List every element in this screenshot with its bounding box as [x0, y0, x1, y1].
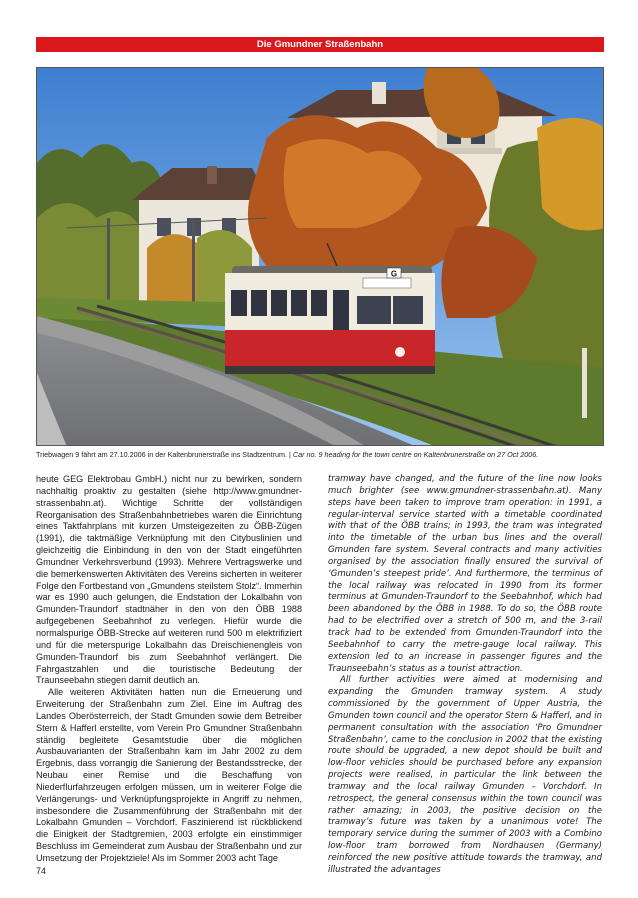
english-paragraph: tramway have changed, and the future of the line now looks much brighter (see www.gmundner-strassenbahn.at). Many steps have been taken to improve tram operation: in 1991, a regular-interval service started with a timetable coordinated with that of the ÖBB trains; in 1993, the tram was integrated into the timetable of the urban bus lines and the overall Gmunden fare system. Several contracts and many activities organised by the association finally ensured the survival of ‘Gmunden’s steepest pride’. And furthermore, the terminus of the local railway was relocated in 1990 from its former terminus at Gmunden-Traundorf to the Seebahnhof, which had been abandoned by the ÖBB in 1988. To do so, the ÖBB route had to be electrified over a stretch of 500 m, and the 3-rail track had to be extended from Gmunden-Traundorf into the Seebahnhof to carry the metre-gauge local railway. This extension led to an increase in passenger figures and the Traunseebahn’s status as a tourist attraction. — [328, 474, 602, 674]
caption-separator: | — [287, 450, 293, 459]
german-paragraph: Alle weiteren Aktivitäten hatten nun die Erneuerung und Erweiterung der Straßenbahn zum Ziel. Eine im Auftrag des Landes Oberösterreich, der Stadt Gmunden sowie dem Betreiber Stern & Hafferl erstellte, vom Verein Pro Gmundner Straßenbahn ständig begleitete Gesamtstudie über die möglichen Ausbauvarianten der Straßenbahn kam im Jahr 2002 zu dem Ergebnis, dass vorrangig die Sanierung der Bestandsstrecke, der Neubau einer Remise und die Beschaffung von Niederflurfahrzeugen erfolgen müssen, um in weiterer Folge die Verlängerungs- und Verknüpfungsprojekte in Angriff zu nehmen, insbesondere die Zusammenführung der Straßenbahn mit der Lokalbahn Gmunden – Vorchdorf. Faszinierend ist rückblickend die Einigkeit der Stadtgremien, 2003 erfolgte ein einstimmiger Beschluss im Gemeinderat zum Ausbau der Straßenbahn und zur Umsetzung der Projektziele! Als im Sommer 2003 acht Tage — [36, 687, 302, 863]
section-title-banner: Die Gmundner Straßenbahn — [36, 37, 604, 52]
german-paragraph: heute GEG Elektrobau GmbH.) nicht nur zu bewirken, sondern nachhaltig proaktiv zu gestalten (siehe http://www.gmundner-strassenbahn.at). Wichtige Schritte der vollständigen Reorganisation des Straßenbahnbetriebes waren die Einrichtung eines Taktfahrplans mit kurzen Umsteigezeiten zu ÖBB-Zügen (1991), die taktmäßige Verknüpfung mit den Citybuslinien und gleichzeitig die Einbindung in den von der Stadt eingeführten Gmundner Verkehrsverbund (1993). Mehrere Vertragswerke und die bemerkenswerten Aktivitäten des Vereins sicherten in weiterer Folge den Fortbestand von „Gmundens steilstem Stolz“. Immerhin war es 1990 auch gelungen, die Endstation der Lokalbahn von Gmunden-Traundorf stadtnäher in den von den ÖBB 1988 aufgegebenen Seebahnhof zu verlegen. Hiefür wurde die normalspurige ÖBB-Strecke auf weiteren rund 500 m elektrifiziert und für die meterspurige Lokalbahn das Dreischienengleis von Gmunden-Traundorf bis zum Seebahnhof verlängert. Die Fahrgastzahlen und die touristische Bedeutung der Traunseebahn stiegen damit deutlich an. — [36, 474, 302, 686]
tram-photo — [36, 67, 604, 446]
english-paragraph: All further activities were aimed at modernising and expanding the Gmunden tramway system. A study commissioned by the government of Upper Austria, the Gmunden town council and the operator Stern & Hafferl, and in permanent consultation with the association ‘Pro Gmundner Straßenbahn’, came to the conclusion in 2002 that the existing route should be upgraded, a new depot should be built and low-floor vehicles should be purchased before any expansion projects were realised, in particular the link between the tramway and the local railway Gmunden – Vorchdorf. In retrospect, the general consensus within the town council was rather amazing; in 2003, the positive decision on the tramway’s future was taken by a unanimous vote! The temporary service during the summer of 2003 with a Combino low-floor tram borrowed from Nordhausen (Germany) reinforced the new positive attitude towards the tramway, and illustrated the advantages — [328, 675, 602, 875]
caption-english: Car no. 9 heading for the town centre on Kaltenbrunerstraße on 27 Oct 2006. — [292, 450, 539, 459]
english-text-column — [328, 474, 602, 877]
page-number: 74 — [36, 866, 47, 876]
caption-german: Triebwagen 9 fährt am 27.10.2006 in der Kaltenbrunerstraße ins Stadtzentrum. — [36, 450, 288, 459]
tram-route-sign: G — [390, 269, 398, 279]
german-text-column — [36, 474, 302, 865]
photo-caption — [36, 450, 626, 459]
